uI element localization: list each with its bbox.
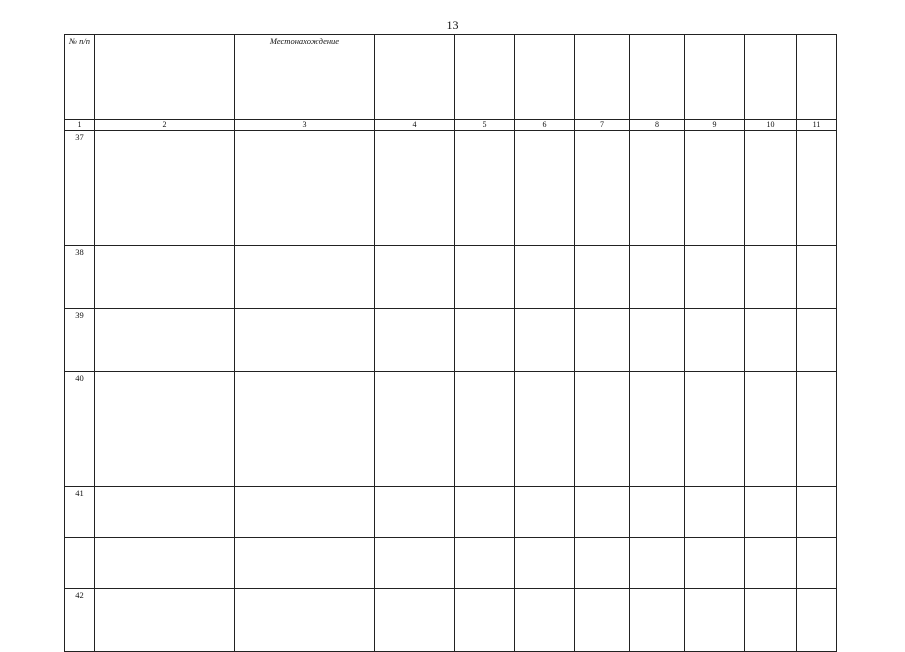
cell: [685, 131, 745, 246]
cell: [685, 372, 745, 487]
col-header: [575, 35, 630, 120]
row-number: 39: [65, 309, 95, 372]
column-number: 8: [630, 120, 685, 131]
cell: [685, 309, 745, 372]
col-header: [745, 35, 797, 120]
column-number: 10: [745, 120, 797, 131]
cell: [630, 538, 685, 589]
cell: [235, 487, 375, 538]
column-number-row: [65, 120, 837, 131]
column-number: 7: [575, 120, 630, 131]
table-row: [65, 372, 837, 487]
cell: [95, 246, 235, 309]
cell: [630, 372, 685, 487]
col-header: № п/п: [65, 35, 95, 120]
column-number: 6: [515, 120, 575, 131]
cell: [455, 372, 515, 487]
cell: [95, 131, 235, 246]
table-row: [65, 589, 837, 652]
cell: [235, 309, 375, 372]
cell: [797, 372, 837, 487]
col-header: [455, 35, 515, 120]
row-number: 38: [65, 246, 95, 309]
cell: [515, 309, 575, 372]
col-header: Местонахождение: [235, 35, 375, 120]
col-header: [685, 35, 745, 120]
header-row: [65, 35, 837, 120]
cell: [375, 131, 455, 246]
cell: [797, 487, 837, 538]
cell: [235, 372, 375, 487]
cell: [685, 538, 745, 589]
cell: [375, 487, 455, 538]
cell: [455, 589, 515, 652]
column-number: 1: [65, 120, 95, 131]
cell: [515, 487, 575, 538]
cell: [630, 487, 685, 538]
cell: [515, 589, 575, 652]
col-header: [515, 35, 575, 120]
table-row: [65, 538, 837, 589]
cell: [375, 246, 455, 309]
register-table: [64, 34, 837, 652]
cell: [95, 538, 235, 589]
page-number: 13: [446, 18, 459, 32]
cell: [575, 589, 630, 652]
cell: [375, 538, 455, 589]
cell: [685, 246, 745, 309]
cell: [745, 589, 797, 652]
cell: [745, 538, 797, 589]
cell: [575, 487, 630, 538]
cell: [515, 372, 575, 487]
column-number: 5: [455, 120, 515, 131]
cell: [575, 309, 630, 372]
cell: [575, 131, 630, 246]
cell: [685, 589, 745, 652]
cell: [515, 131, 575, 246]
cell: [455, 538, 515, 589]
cell: [455, 309, 515, 372]
cell: [95, 372, 235, 487]
cell: [797, 589, 837, 652]
cell: [745, 372, 797, 487]
row-number: 41: [65, 487, 95, 538]
cell: [745, 487, 797, 538]
row-number: [65, 538, 95, 589]
col-header: [797, 35, 837, 120]
cell: [797, 309, 837, 372]
table-row: [65, 131, 837, 246]
table-row: [65, 246, 837, 309]
col-header: [630, 35, 685, 120]
cell: [685, 487, 745, 538]
col-header: [375, 35, 455, 120]
cell: [797, 538, 837, 589]
cell: [235, 131, 375, 246]
cell: [375, 372, 455, 487]
cell: [515, 538, 575, 589]
row-number: 42: [65, 589, 95, 652]
cell: [235, 589, 375, 652]
cell: [575, 372, 630, 487]
cell: [455, 246, 515, 309]
column-number: 2: [95, 120, 235, 131]
cell: [630, 246, 685, 309]
cell: [745, 309, 797, 372]
cell: [515, 246, 575, 309]
cell: [575, 246, 630, 309]
cell: [95, 589, 235, 652]
col-header: [95, 35, 235, 120]
column-number: 11: [797, 120, 837, 131]
column-number: 4: [375, 120, 455, 131]
cell: [745, 246, 797, 309]
row-number: 37: [65, 131, 95, 246]
cell: [797, 131, 837, 246]
cell: [95, 309, 235, 372]
cell: [375, 309, 455, 372]
cell: [375, 589, 455, 652]
cell: [745, 131, 797, 246]
cell: [95, 487, 235, 538]
column-number: 9: [685, 120, 745, 131]
cell: [630, 131, 685, 246]
cell: [235, 246, 375, 309]
cell: [630, 309, 685, 372]
table-row: [65, 487, 837, 538]
cell: [455, 131, 515, 246]
cell: [455, 487, 515, 538]
column-number: 3: [235, 120, 375, 131]
table-row: [65, 309, 837, 372]
cell: [797, 246, 837, 309]
row-number: 40: [65, 372, 95, 487]
cell: [575, 538, 630, 589]
cell: [235, 538, 375, 589]
cell: [630, 589, 685, 652]
